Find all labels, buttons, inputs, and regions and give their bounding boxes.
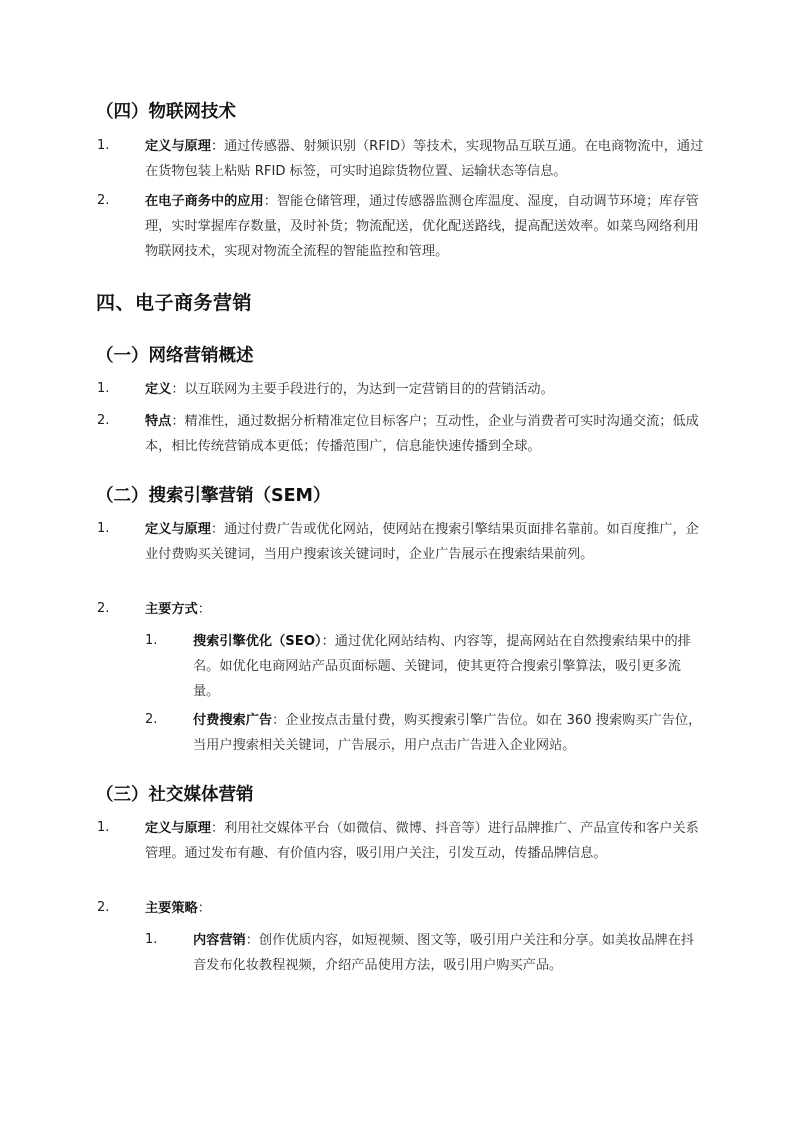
item-text: ：通过优化网站结构、内容等，提高网站在自然搜索结果中的排名。如优化电商网站产品页面标题、关键词，使其更符合搜索引擎算法，吸引更多流量。 <box>193 634 691 699</box>
list-number: 2. <box>97 601 110 616</box>
item-text: ： <box>197 602 211 617</box>
list-number: 1. <box>97 521 110 536</box>
list-number: 1. <box>145 633 158 648</box>
item-text: ：通过传感器、射频识别（RFID）等技术，实现物品互联互通。在电商物流中，通过在货物包装上粘贴 RFID 标签，可实时追踪货物位置、运输状态等信息。 <box>145 139 704 179</box>
item-label: 定义 <box>145 382 172 397</box>
item-label: 主要策略 <box>145 901 198 916</box>
section-heading-sem: （二）搜索引擎营销（SEM） <box>96 486 331 506</box>
list-number: 1. <box>97 138 110 153</box>
item-label: 定义与原理 <box>145 821 211 836</box>
list-number: 2. <box>145 712 158 727</box>
item-text: ：智能仓储管理，通过传感器监测仓库温度、湿度，自动调节环境；库存管理，实时掌握库存数量，及时补货；物流配送，优化配送路线，提高配送效率。如菜鸟网络利用物联网技术，实现对物流全流程的智能监控和管理。 <box>145 194 699 259</box>
list-number: 1. <box>97 820 110 835</box>
item-text: ： <box>197 901 211 916</box>
item-text: ：精准性，通过数据分析精准定位目标客户；互动性，企业与消费者可实时沟通交流；低成本，相比传统营销成本更低；传播范围广，信息能快速传播到全球。 <box>145 414 699 454</box>
list-number: 2. <box>97 193 110 208</box>
item-label: 特点 <box>145 414 172 429</box>
list-number: 1. <box>145 932 158 947</box>
item-label: 在电子商务中的应用 <box>145 194 264 209</box>
item-text: ：以互联网为主要手段进行的，为达到一定营销目的的营销活动。 <box>171 382 554 397</box>
item-text: ：企业按点击量付费，购买搜索引擎广告位。如在 360 搜索购买广告位，当用户搜索相关关键词，广告展示，用户点击广告进入企业网站。 <box>193 713 702 753</box>
section-heading-iot: （四）物联网技术 <box>96 102 236 122</box>
section-heading-social: （三）社交媒体营销 <box>96 785 254 805</box>
chapter-heading: 四、电子商务营销 <box>96 292 253 314</box>
item-text: ：通过付费广告或优化网站，使网站在搜索引擎结果页面排名靠前。如百度推广，企业付费购买关键词，当用户搜索该关键词时，企业广告展示在搜索结果前列。 <box>145 522 699 562</box>
item-text: ：创作优质内容，如短视频、图文等，吸引用户关注和分享。如美妆品牌在抖音发布化妆教程视频，介绍产品使用方法，吸引用户购买产品。 <box>193 933 695 973</box>
item-text: ：利用社交媒体平台（如微信、微博、抖音等）进行品牌推广、产品宣传和客户关系管理。通过发布有趣、有价值内容，吸引用户关注，引发互动，传播品牌信息。 <box>145 821 699 861</box>
item-label: 定义与原理 <box>145 522 211 537</box>
item-label: 内容营销 <box>193 933 246 948</box>
item-label: 付费搜索广告 <box>193 713 273 728</box>
item-label: 搜索引擎优化（SEO） <box>193 634 322 649</box>
section-heading-overview: （一）网络营销概述 <box>96 346 254 366</box>
list-number: 1. <box>97 381 110 396</box>
item-label: 定义与原理 <box>145 139 211 154</box>
list-number: 2. <box>97 413 110 428</box>
list-number: 2. <box>97 900 110 915</box>
item-label: 主要方式 <box>145 602 198 617</box>
